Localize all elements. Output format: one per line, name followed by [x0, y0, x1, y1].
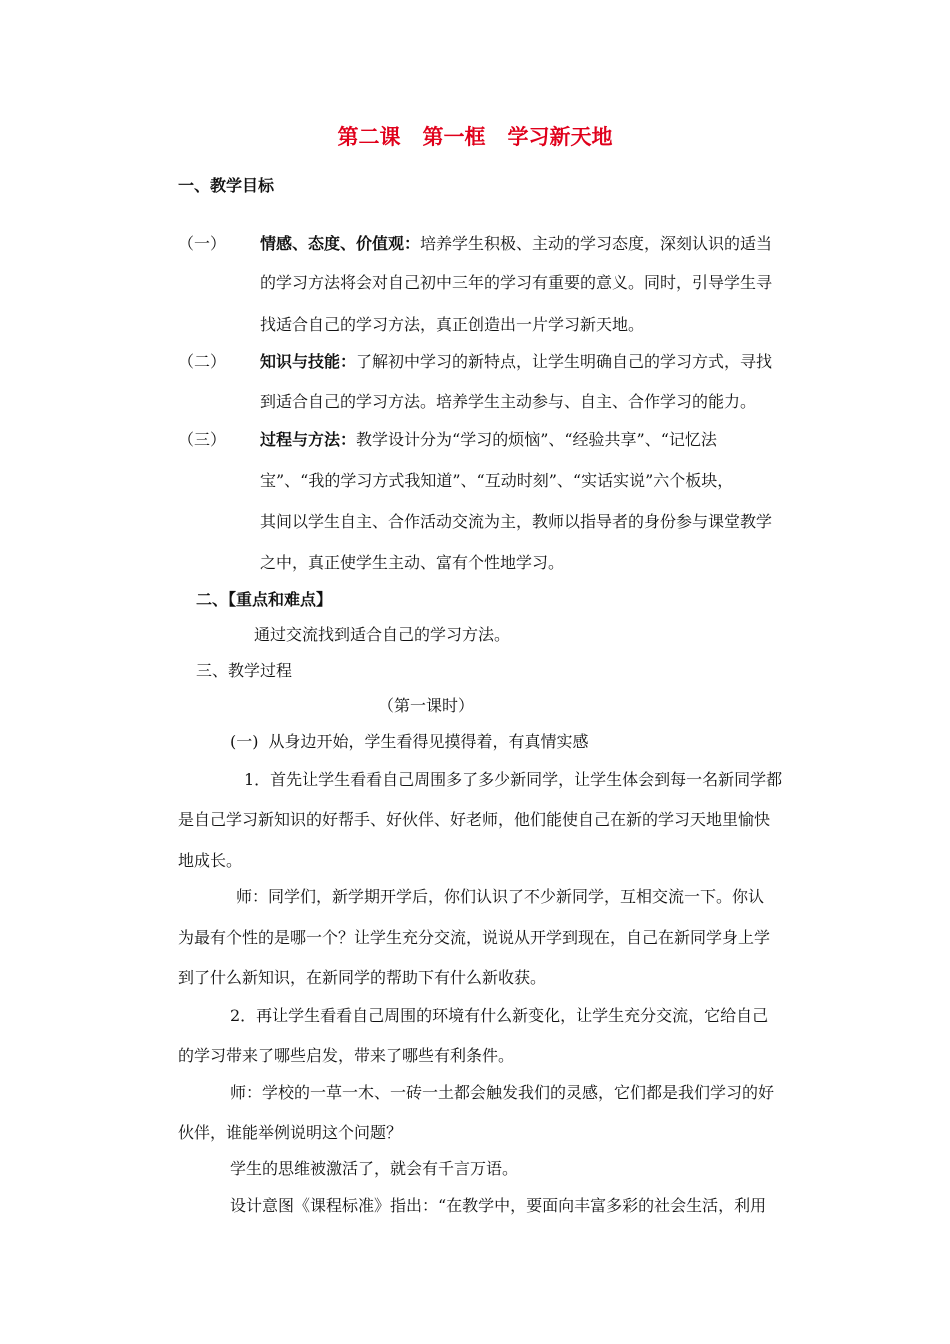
body-paragraph-line: 地成长。	[178, 851, 243, 870]
body-paragraph-line: 2．再让学生看看自己周围的环境有什么新变化，让学生充分交流，它给自己	[230, 1006, 769, 1025]
objective-line: 过程与方法：教学设计分为“学习的烦恼”、“经验共享”、“记忆法	[260, 430, 717, 449]
objective-line: 到适合自己的学习方法。培养学生主动参与、自主、合作学习的能力。	[260, 392, 757, 411]
body-paragraph-line: 是自己学习新知识的好帮手、好伙伴、好老师，他们能使自己在新的学习天地里愉快	[178, 810, 771, 829]
section-heading-key-points: 二、【重点和难点】	[196, 590, 333, 609]
objective-number: （二）	[178, 352, 227, 371]
objective-line: 情感、态度、价值观：培养学生积极、主动的学习态度，深刻认识的适当	[260, 234, 773, 253]
objective-line: 知识与技能：了解初中学习的新特点，让学生明确自己的学习方式，寻找	[260, 352, 773, 371]
objective-label: 过程与方法：	[260, 430, 357, 449]
section-heading-process: 三、教学过程	[196, 661, 293, 680]
objective-number: （一）	[178, 234, 227, 253]
body-paragraph-line: 1．首先让学生看看自己周围多了多少新同学，让学生体会到每一名新同学都	[244, 770, 783, 789]
body-paragraph-line: 设计意图《课程标准》指出：“在教学中，要面向丰富多彩的社会生活，利用	[230, 1196, 767, 1215]
objective-line: 找适合自己的学习方法，真正创造出一片学习新天地。	[260, 315, 645, 334]
body-paragraph-line: 学生的思维被激活了，就会有千言万语。	[230, 1159, 519, 1178]
body-paragraph-line: 伙伴，谁能举例说明这个问题？	[178, 1123, 403, 1142]
objective-line: 宝”、“我的学习方式我知道”、“互动时刻”、“实话实说”六个板块，	[260, 471, 734, 490]
body-paragraph-line: 师：学校的一草一木、一砖一土都会触发我们的灵感，它们都是我们学习的好	[230, 1083, 775, 1102]
body-paragraph-line: 为最有个性的是哪一个？让学生充分交流，说说从开学到现在，自己在新同学身上学	[178, 928, 771, 947]
objective-label: 知识与技能：	[260, 352, 357, 371]
body-paragraph-line: 的学习带来了哪些启发，带来了哪些有利条件。	[178, 1046, 515, 1065]
body-paragraph-line: 到了什么新知识，在新同学的帮助下有什么新收获。	[178, 968, 547, 987]
objective-line: 之中，真正使学生主动、富有个性地学习。	[260, 553, 565, 572]
body-paragraph-line: 师：同学们，新学期开学后，你们认识了不少新同学，互相交流一下。你认	[236, 887, 765, 906]
objective-label: 情感、态度、价值观：	[260, 234, 421, 253]
section-heading-objectives: 一、教学目标	[178, 176, 275, 195]
period-label: （第一课时）	[378, 696, 475, 715]
subsection-heading: (一) 从身边开始，学生看得见摸得着，有真情实感	[230, 732, 589, 751]
objective-line: 其间以学生自主、合作活动交流为主，教师以指导者的身份参与课堂教学	[260, 512, 773, 531]
objective-line: 的学习方法将会对自己初中三年的学习有重要的意义。同时，引导学生寻	[260, 273, 773, 292]
key-points-text: 通过交流找到适合自己的学习方法。	[254, 625, 511, 644]
objective-number: （三）	[178, 430, 227, 449]
page-title: 第二课 第一框 学习新天地	[337, 124, 613, 149]
